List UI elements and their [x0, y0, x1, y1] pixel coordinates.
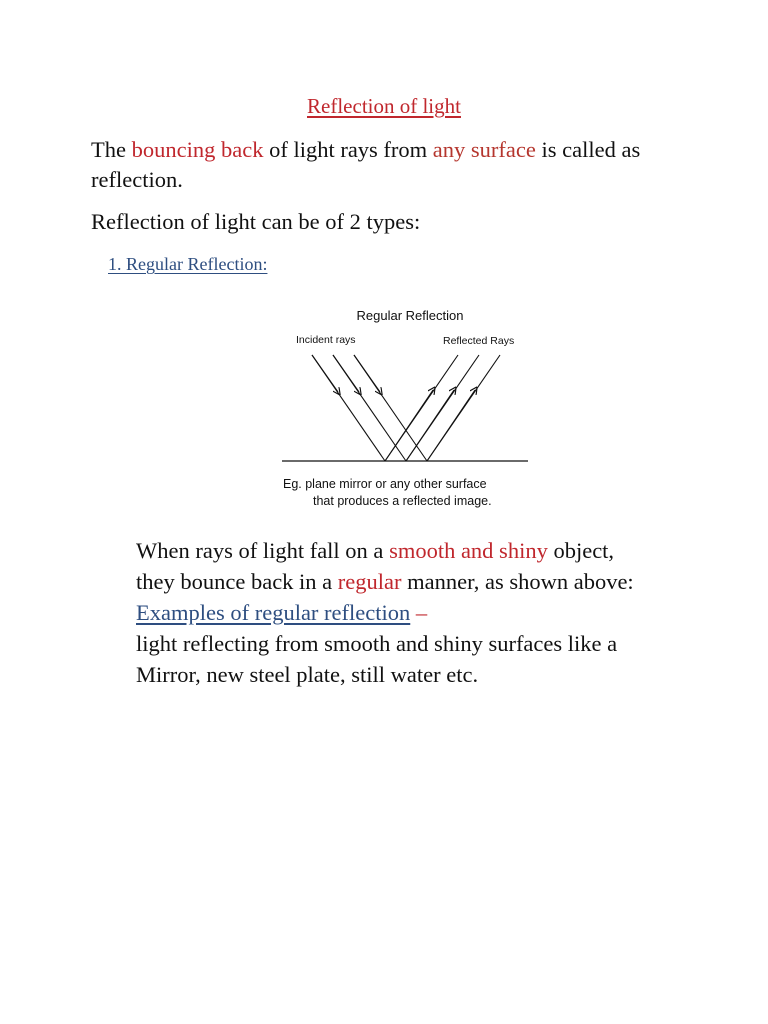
- highlight-smooth-and-shiny: smooth and shiny: [389, 538, 548, 563]
- reflected-ray-2-arrow: [406, 390, 454, 461]
- incident-ray-2-arrow: [333, 355, 359, 392]
- explanation-line-1: [136, 535, 736, 566]
- highlight-regular: regular: [337, 569, 402, 594]
- definition-text-3: is called as reflection.: [91, 137, 641, 192]
- highlight-any-surface: any surface: [432, 137, 536, 162]
- examples-heading-link[interactable]: Examples of regular reflection: [136, 600, 411, 625]
- incident-ray-group: [312, 355, 427, 461]
- explanation-text-1a: When rays of light fall on a: [136, 538, 390, 563]
- highlight-bouncing-back: bouncing back: [131, 137, 264, 162]
- diagram-title: Regular Reflection: [356, 308, 464, 323]
- reflected-ray-group: [385, 355, 500, 461]
- definition-text-2: of light rays from: [263, 137, 433, 162]
- reflected-rays-label: Reflected Rays: [443, 335, 515, 347]
- examples-dash: –: [410, 600, 428, 625]
- examples-heading-line: [136, 597, 736, 628]
- explanation-text-2b: manner, as shown above:: [401, 569, 634, 594]
- examples-line-1: light reflecting from smooth and shiny surfaces like a: [136, 631, 618, 656]
- explanation-line-2: [136, 566, 736, 597]
- reflected-ray-1-arrow: [385, 390, 433, 461]
- explanation-text-1b: object,: [547, 538, 615, 563]
- regular-reflection-diagram: [270, 300, 540, 515]
- list-item-regular-reflection: 1. Regular Reflection:: [108, 254, 268, 274]
- examples-line-2: Mirror, new steel plate, still water etc.: [136, 662, 479, 687]
- types-intro: Reflection of light can be of 2 types:: [91, 209, 421, 234]
- reflected-ray-3-arrow: [427, 390, 475, 461]
- explanation-text-2a: they bounce back in a: [136, 569, 338, 594]
- explanation-block: [136, 535, 736, 690]
- page-title: Reflection of light: [307, 94, 461, 118]
- incident-ray-1-arrow: [312, 355, 338, 392]
- diagram-caption-line-2: that produces a reflected image.: [313, 494, 492, 508]
- definition-text-1: The: [91, 137, 132, 162]
- definition-paragraph: [91, 135, 731, 195]
- diagram-caption-line-1: Eg. plane mirror or any other surface: [283, 477, 487, 491]
- incident-ray-3-arrow: [354, 355, 380, 392]
- incident-rays-label: Incident rays: [296, 334, 356, 346]
